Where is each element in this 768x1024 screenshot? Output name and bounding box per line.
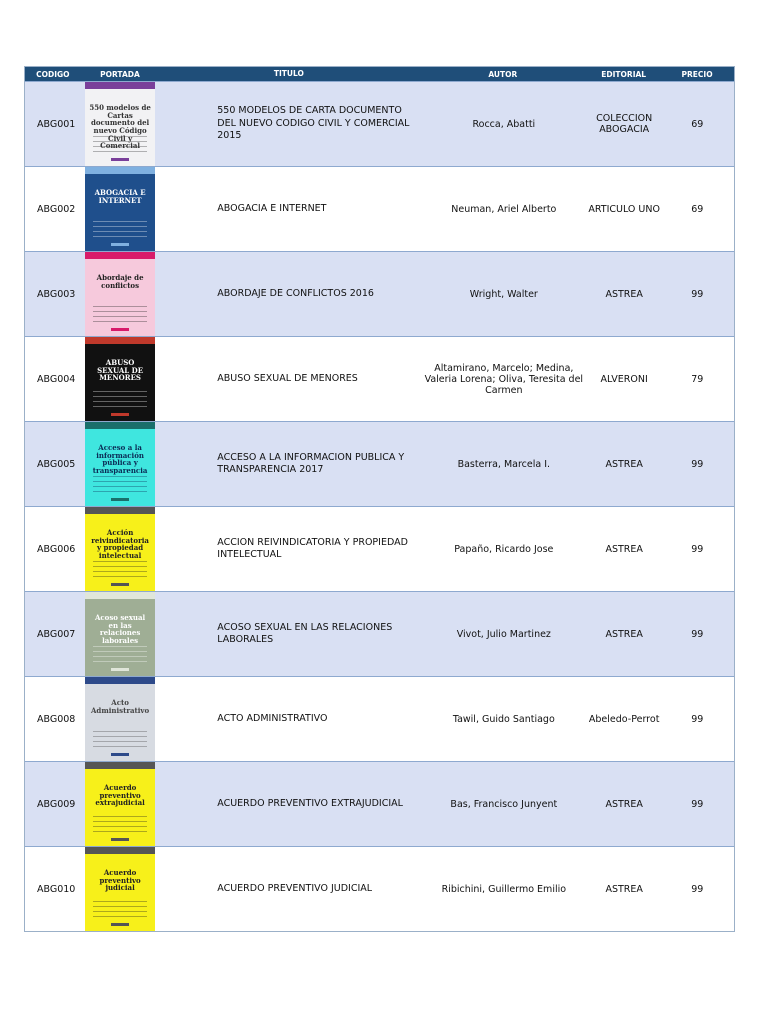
header-titulo: TITULO <box>273 68 304 78</box>
cover-title: ABUSO SEXUAL DE MENORES <box>97 358 144 383</box>
cover-title: ABOGACIA E INTERNET <box>94 188 146 205</box>
table-row <box>25 81 734 166</box>
codigo-cell: ABG001 <box>37 118 76 130</box>
titulo-cell: ABOGACIA E INTERNET <box>217 202 327 214</box>
portada-cell <box>81 847 159 931</box>
precio-cell: 99 <box>691 288 704 300</box>
titulo-cell: ACTO ADMINISTRATIVO <box>217 712 328 724</box>
table-header <box>25 67 734 81</box>
codigo-cell: ABG002 <box>37 203 76 215</box>
portada-cell <box>81 82 159 166</box>
book-cover-image <box>85 337 155 421</box>
titulo-cell: ACUERDO PREVENTIVO EXTRAJUDICIAL <box>217 797 403 809</box>
table-body <box>25 81 734 931</box>
precio-cell: 99 <box>691 798 704 810</box>
cover-title: Acuerdo preventivo extrajudicial <box>95 783 145 808</box>
titulo-cell: ACUERDO PREVENTIVO JUDICIAL <box>217 882 373 894</box>
titulo-cell: ACOSO SEXUAL EN LAS RELACIONES LABORALES <box>217 621 393 645</box>
codigo-cell: ABG008 <box>37 713 76 725</box>
editorial-cell: ASTREA <box>605 458 643 470</box>
autor-cell: Neuman, Ariel Alberto <box>451 203 557 215</box>
codigo-cell: ABG003 <box>37 288 76 300</box>
precio-cell: 99 <box>691 543 704 555</box>
codigo-cell: ABG006 <box>37 543 76 555</box>
titulo-cell: ACCESO A LA INFORMACION PUBLICA Y TRANSPARENCIA 2017 <box>217 451 405 475</box>
table-row <box>25 251 734 336</box>
autor-cell: Papaño, Ricardo Jose <box>454 543 554 555</box>
header-precio: PRECIO <box>681 69 713 79</box>
editorial-cell: ASTREA <box>605 628 643 640</box>
editorial-cell: ASTREA <box>605 883 643 895</box>
cover-title: Acoso sexual en las relaciones laborales <box>94 613 146 646</box>
titulo-cell: 550 MODELOS DE CARTA DOCUMENTO DEL NUEVO CODIGO CIVIL Y COMERCIAL 2015 <box>217 105 410 142</box>
cover-title: Acción reivindicatoria y propiedad intelectual <box>91 528 149 561</box>
book-cover-image <box>85 762 155 846</box>
table-row <box>25 506 734 591</box>
precio-cell: 99 <box>691 458 704 470</box>
codigo-cell: ABG007 <box>37 628 76 640</box>
header-portada: PORTADA <box>100 69 140 79</box>
editorial-cell: COLECCION ABOGACIA <box>596 113 653 135</box>
book-cover-image <box>85 422 155 506</box>
codigo-cell: ABG004 <box>37 373 76 385</box>
header-editorial: EDITORIAL <box>601 69 647 79</box>
table-row <box>25 421 734 506</box>
table-row <box>25 591 734 676</box>
portada-cell <box>81 252 159 336</box>
table-row <box>25 336 734 421</box>
titulo-cell: ACCION REIVINDICATORIA Y PROPIEDAD INTELECTUAL <box>217 536 408 560</box>
titulo-cell: ABORDAJE DE CONFLICTOS 2016 <box>217 287 374 299</box>
codigo-cell: ABG009 <box>37 798 76 810</box>
autor-cell: Bas, Francisco Junyent <box>450 798 558 810</box>
table-row <box>25 166 734 251</box>
editorial-cell: Abeledo-Perrot <box>588 713 660 725</box>
autor-cell: Wright, Walter <box>469 288 538 300</box>
autor-cell: Vivot, Julio Martinez <box>456 628 551 640</box>
cover-title: Abordaje de conflictos <box>96 273 144 290</box>
book-cover-image <box>85 252 155 336</box>
titulo-cell: ABUSO SEXUAL DE MENORES <box>217 372 358 384</box>
codigo-cell: ABG010 <box>37 883 76 895</box>
precio-cell: 99 <box>691 883 704 895</box>
editorial-cell: ASTREA <box>605 798 643 810</box>
editorial-cell: ASTREA <box>605 288 643 300</box>
editorial-cell: ALVERONI <box>600 373 648 385</box>
editorial-cell: ASTREA <box>605 543 643 555</box>
autor-cell: Ribichini, Guillermo Emilio <box>441 883 567 895</box>
precio-cell: 69 <box>691 203 704 215</box>
cover-title: Acuerdo preventivo judicial <box>99 868 141 893</box>
autor-cell: Altamirano, Marcelo; Medina, Valeria Lorena; Oliva, Teresita del Carmen <box>424 362 584 396</box>
portada-cell <box>81 507 159 591</box>
precio-cell: 79 <box>691 373 704 385</box>
header-autor: AUTOR <box>488 69 518 79</box>
portada-cell <box>81 422 159 506</box>
precio-cell: 69 <box>691 118 704 130</box>
book-cover-image <box>85 507 155 591</box>
table-row <box>25 676 734 761</box>
book-cover-image <box>85 592 155 676</box>
precio-cell: 99 <box>691 628 704 640</box>
precio-cell: 99 <box>691 713 704 725</box>
autor-cell: Rocca, Abatti <box>472 118 536 130</box>
portada-cell <box>81 677 159 761</box>
autor-cell: Basterra, Marcela I. <box>457 458 551 470</box>
table-row <box>25 761 734 846</box>
book-cover-image <box>85 167 155 251</box>
cover-title: Acto Administrativo <box>91 698 150 715</box>
autor-cell: Tawil, Guido Santiago <box>452 713 555 725</box>
book-cover-image <box>85 847 155 931</box>
cover-title: 550 modelos de Cartas documento del nuevo Código Civil y Comercial <box>89 103 151 151</box>
portada-cell <box>81 167 159 251</box>
header-codigo: CODIGO <box>36 69 70 79</box>
editorial-cell: ARTICULO UNO <box>588 203 660 215</box>
table-row <box>25 846 734 931</box>
book-cover-image <box>85 82 155 166</box>
portada-cell <box>81 592 159 676</box>
codigo-cell: ABG005 <box>37 458 76 470</box>
cover-title: Acceso a la información pública y transparencia <box>92 443 148 476</box>
book-cover-image <box>85 677 155 761</box>
portada-cell <box>81 337 159 421</box>
catalog-table <box>24 66 735 932</box>
portada-cell <box>81 762 159 846</box>
